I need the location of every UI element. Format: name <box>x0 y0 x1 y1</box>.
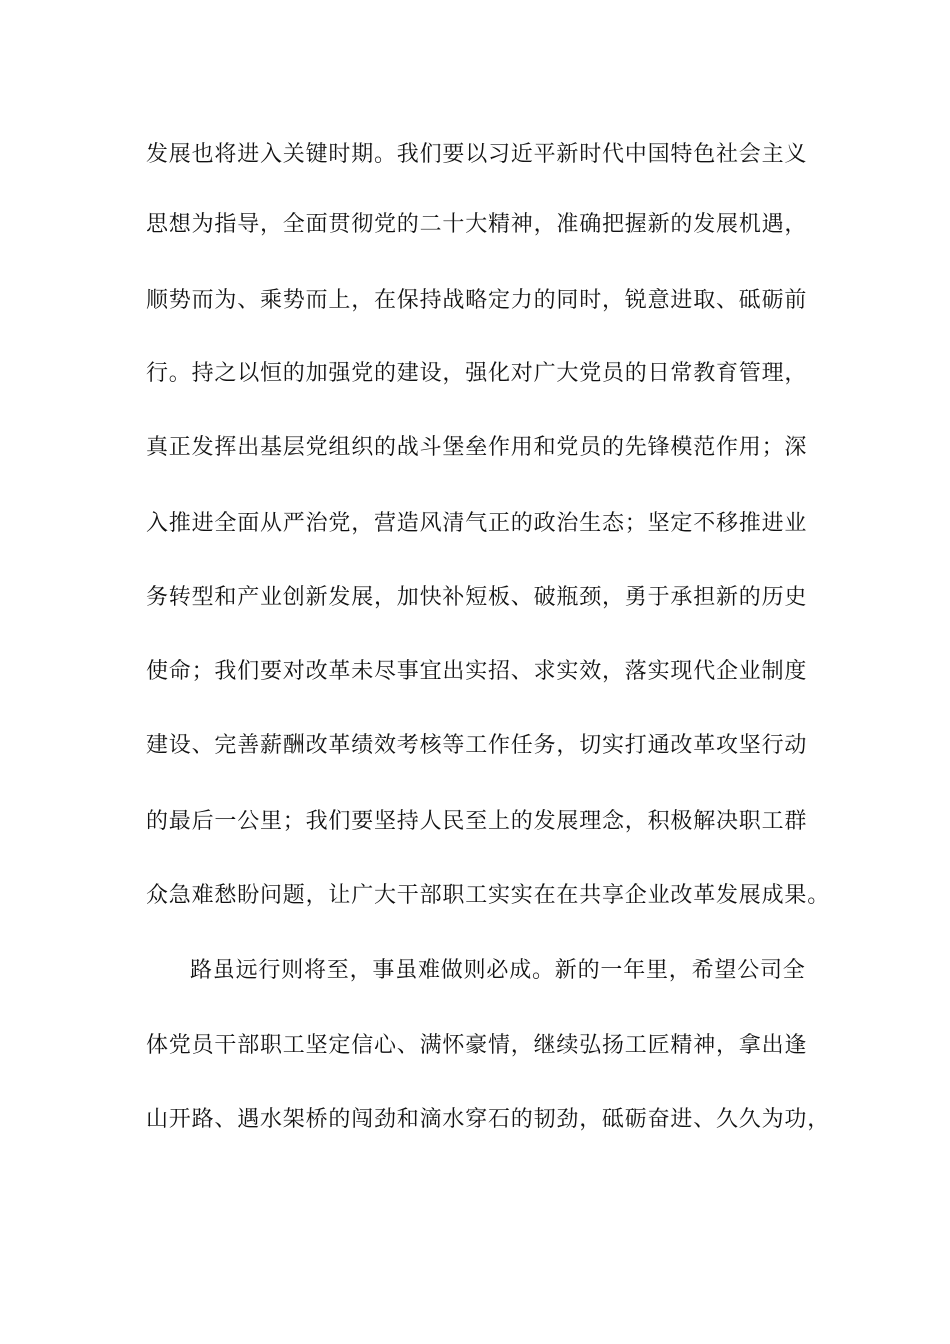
paragraph-line: 入推进全面从严治党，营造风清气正的政治生态；坚定不移推进业 <box>146 511 808 536</box>
paragraph-line: 发展也将进入关键时期。我们要以习近平新时代中国特色社会主义 <box>146 142 808 167</box>
paragraph-line: 众急难愁盼问题，让广大干部职工实实在在共享企业改革发展成果。 <box>146 883 831 908</box>
paragraph-line: 体党员干部职工坚定信心、满怀豪情，继续弘扬工匠精神，拿出逢 <box>146 1033 808 1058</box>
paragraph-line: 顺势而为、乘势而上，在保持战略定力的同时，锐意进取、砥砺前 <box>146 288 808 313</box>
paragraph-line: 建设、完善薪酬改革绩效考核等工作任务，切实打通改革攻坚行动 <box>146 733 808 758</box>
paragraph-line: 使命；我们要对改革未尽事宜出实招、求实效，落实现代企业制度 <box>146 659 808 684</box>
paragraph-line: 思想为指导，全面贯彻党的二十大精神，准确把握新的发展机遇， <box>146 212 808 237</box>
paragraph-line: 路虽远行则将至，事虽难做则必成。新的一年里，希望公司全 <box>190 958 806 983</box>
paragraph-line: 务转型和产业创新发展，加快补短板、破瓶颈，勇于承担新的历史 <box>146 585 808 610</box>
paragraph-line: 的最后一公里；我们要坚持人民至上的发展理念，积极解决职工群 <box>146 809 808 834</box>
paragraph-line: 真正发挥出基层党组织的战斗堡垒作用和党员的先锋模范作用；深 <box>146 435 808 460</box>
paragraph-line: 山开路、遇水架桥的闯劲和滴水穿石的韧劲，砥砺奋进、久久为功， <box>146 1107 831 1132</box>
paragraph-line: 行。持之以恒的加强党的建设，强化对广大党员的日常教育管理， <box>146 361 808 386</box>
